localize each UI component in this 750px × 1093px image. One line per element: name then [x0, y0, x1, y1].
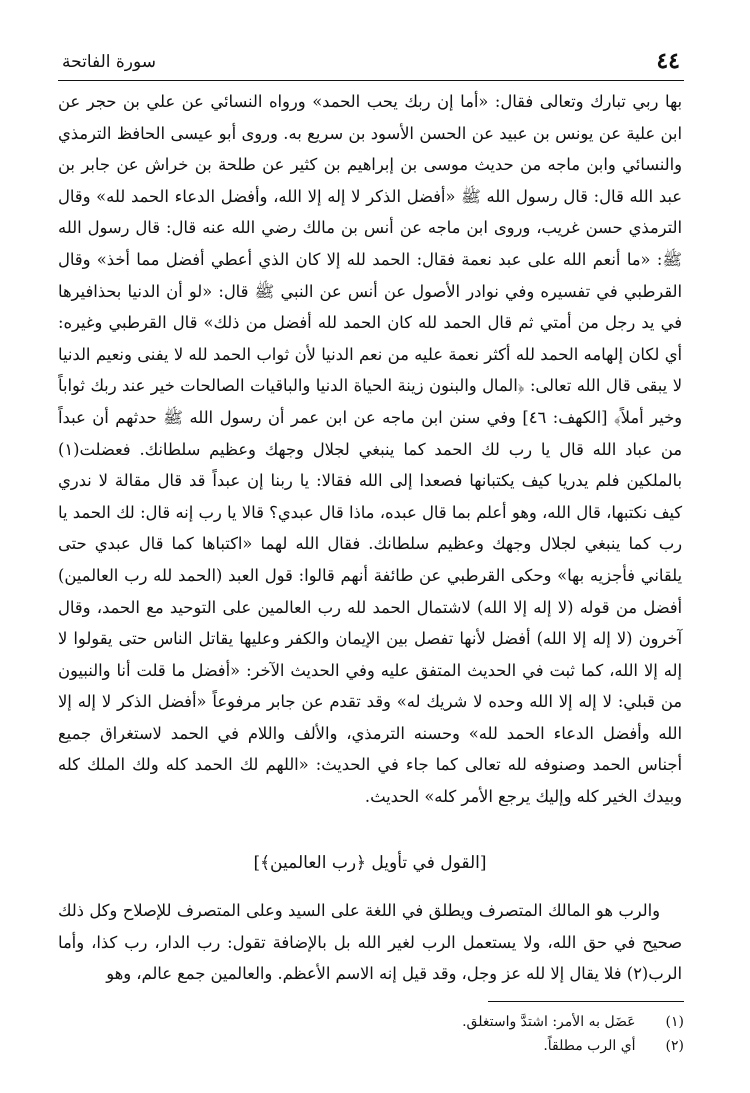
footnote: [58, 1010, 684, 1034]
paragraph: والرب هو المالك المتصرف ويطلق في اللغة على السيد وعلى المتصرف للإصلاح وكل ذلك صحيح في حق الله، ولا يستعمل الرب لغير الله بل بالإضافة تقول: رب الدار، رب كذا، وأما الرب(٢) فلا يقال إلا لله عز وجل، وقد قيل إنه الاسم الأعظم. والعالمين جمع عالم، وهو: [58, 901, 682, 984]
main-text: [58, 86, 682, 813]
page-number: ٤٤: [656, 48, 680, 74]
footnote-text: عَضَل به الأمر: اشتدَّ واستغلق.: [462, 1014, 636, 1030]
footnotes: [58, 1010, 684, 1058]
section-text: [58, 895, 682, 990]
footnote: [58, 1034, 684, 1058]
footnote-number: (٢): [665, 1038, 684, 1054]
footnote-number: (١): [665, 1014, 684, 1030]
footnote-text: أي الرب مطلقاً.: [543, 1038, 636, 1054]
page-header: [58, 44, 684, 81]
running-head: سورة الفاتحة: [62, 52, 157, 72]
paragraph: بها ربي تبارك وتعالى فقال: «أما إن ربك يحب الحمد» ورواه النسائي عن علي بن حجر عن ابن علية عن يونس بن عبيد عن الحسن الأسود بن سريع به. وروى أبو عيسى الحافظ الترمذي والنسائي وابن ماجه من حديث موسى بن إبراهيم بن كثير عن طلحة بن خراش عن جابر بن عبد الله قال: قال رسول الله ﷺ «أفضل الذكر لا إله إلا الله، وأفضل الدعاء الحمد لله» وقال الترمذي حسن غريب، وروى ابن ماجه عن أنس بن مالك رضي الله عنه قال: قال رسول الله ﷺ: «ما أنعم الله على عبد نعمة فقال: الحمد لله إلا كان الذي أعطي أفضل مما أخذ» وقال القرطبي في تفسيره وفي نوادر الأصول عن أنس عن النبي ﷺ قال: «لو أن الدنيا بحذافيرها في يد رجل من أمتي ثم قال الحمد لله كان الحمد لله أفضل من ذلك» قال القرطبي وغيره: أي لكان إلهامه الحمد لله أكثر نعمة عليه من نعم الدنيا لأن ثواب الحمد لله لا يفنى ونعيم الدنيا لا يبقى قال الله تعالى: ﴿المال والبنون زينة الحياة الدنيا والباقيات الصالحات خير عند ربك ثواباً وخير أملاً﴾ [الكهف: ٤٦] وفي سنن ابن ماجه عن ابن عمر أن رسول الله ﷺ حدثهم أن عبداً من عباد الله قال يا رب لك الحمد كما ينبغي لجلال وجهك وعظيم سلطانك. فعضلت(١) بالملكين فلم يدريا كيف يكتبانها فصعدا إلى الله فقالا: يا ربنا إن عبداً قد قال مقالة لا ندري كيف نكتبها، قال الله، وهو أعلم بما قال عبده، ماذا قال عبدي؟ قالا يا رب إنه قال: لك الحمد يا رب كما ينبغي لجلال وجهك وعظيم سلطانك. فقال الله لهما «اكتباها كما قال عبدي حتى يلقاني فأجزيه بها» وحكى القرطبي عن طائفة أنهم قالوا: قول العبد (الحمد لله رب العالمين) أفضل من قوله (لا إله إلا الله) لاشتمال الحمد لله رب العالمين على التوحيد مع الحمد، وقال آخرون (لا إله إلا الله) أفضل لأنها تفصل بين الإيمان والكفر وعليها يقاتل الناس حتى يقولوا لا إله إلا الله، كما ثبت في الحديث المتفق عليه وفي الحديث الآخر: «أفضل ما قلت أنا والنبيون من قبلي: لا إله إلا الله وحده لا شريك له» وقد تقدم عن جابر مرفوعاً «أفضل الذكر لا إله إلا الله وأفضل الدعاء الحمد لله» وحسنه الترمذي، والألف واللام في الحمد لاستغراق جميع أجناس الحمد وصنوفه لله تعالى كما جاء في الحديث: «اللهم لك الحمد كله ولك الملك كله وبيدك الخير كله وإليك يرجع الأمر كله» الحديث.: [58, 92, 682, 807]
footnote-divider: [488, 1001, 684, 1002]
section-heading: [القول في تأويل ﴿رب العالمين﴾]: [253, 853, 487, 873]
